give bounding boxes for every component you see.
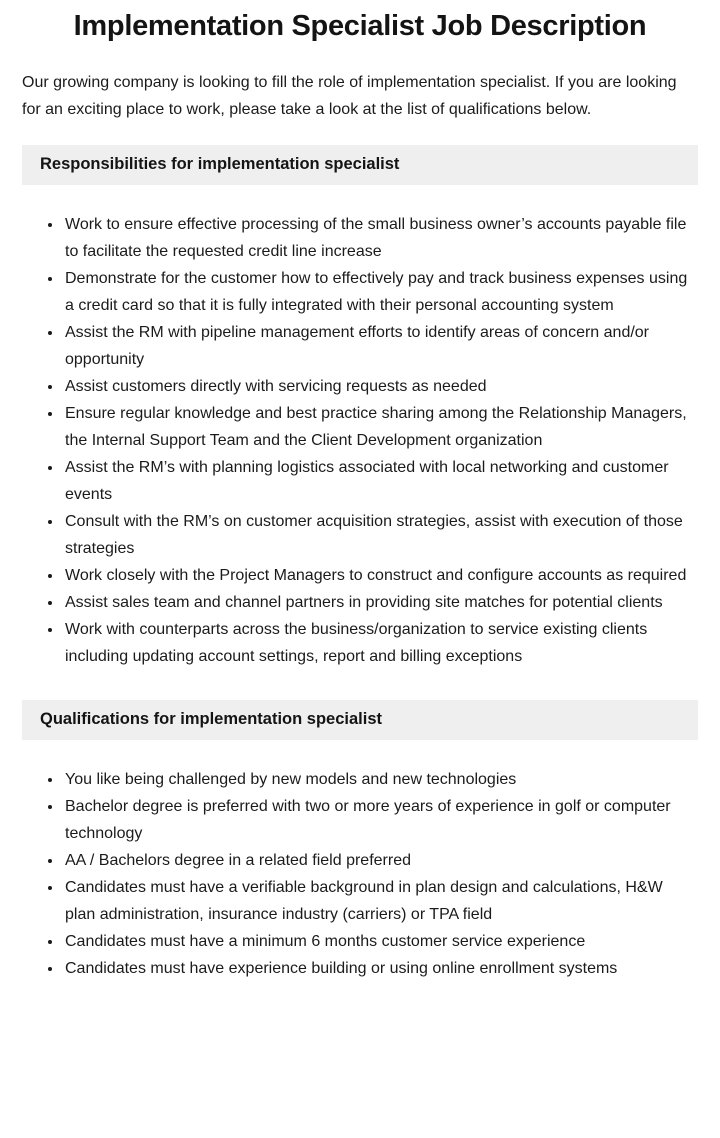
bullet-item: • AA / Bachelors degree in a related field preferred xyxy=(63,847,694,874)
bullet-item: • Assist the RM’s with planning logistics associated with local networking and customer events xyxy=(63,454,694,508)
bullet-item: • Candidates must have experience building or using online enrollment systems xyxy=(63,955,694,982)
intro-paragraph: Our growing company is looking to fill the role of implementation specialist. If you are looking for an exciting place to work, please take a look at the list of qualifications below. xyxy=(22,74,677,118)
section-qualifications xyxy=(22,700,698,982)
page-title: Implementation Specialist Job Description xyxy=(73,10,647,42)
section-responsibilities xyxy=(22,145,698,670)
bullet-item: • Work to ensure effective processing of the small business owner’s accounts payable file to facilitate the requested credit line increase xyxy=(63,211,694,265)
bullet-item: • Candidates must have a minimum 6 months customer service experience xyxy=(63,928,694,955)
bullet-item: • Candidates must have a verifiable background in plan design and calculations, H&W plan administration, insurance industry (carriers) or TPA field xyxy=(63,874,694,928)
bullet-item: • Assist the RM with pipeline management efforts to identify areas of concern and/or opportunity xyxy=(63,319,694,373)
qualifications-bullet-list xyxy=(22,766,698,982)
bullet-item: • Demonstrate for the customer how to effectively pay and track business expenses using a credit card so that it is fully integrated with their personal accounting system xyxy=(63,265,694,319)
responsibilities-section-header: Responsibilities for implementation specialist xyxy=(22,145,698,185)
bullet-item: • Bachelor degree is preferred with two or more years of experience in golf or computer technology xyxy=(63,793,694,847)
bullet-item: • Work closely with the Project Managers to construct and configure accounts as required xyxy=(63,562,694,589)
bullet-item: • Assist customers directly with servicing requests as needed xyxy=(63,373,694,400)
bullet-item: • You like being challenged by new models and new technologies xyxy=(63,766,694,793)
qualifications-section-header: Qualifications for implementation specialist xyxy=(22,700,698,740)
bullet-item: • Work with counterparts across the business/organization to service existing clients including updating account settings, report and billing exceptions xyxy=(63,616,694,670)
bullet-item: • Ensure regular knowledge and best practice sharing among the Relationship Managers, the Internal Support Team and the Client Development organization xyxy=(63,400,694,454)
responsibilities-bullet-list xyxy=(22,211,698,670)
bullet-item: • Assist sales team and channel partners in providing site matches for potential clients xyxy=(63,589,694,616)
bullet-item: • Consult with the RM’s on customer acquisition strategies, assist with execution of those strategies xyxy=(63,508,694,562)
